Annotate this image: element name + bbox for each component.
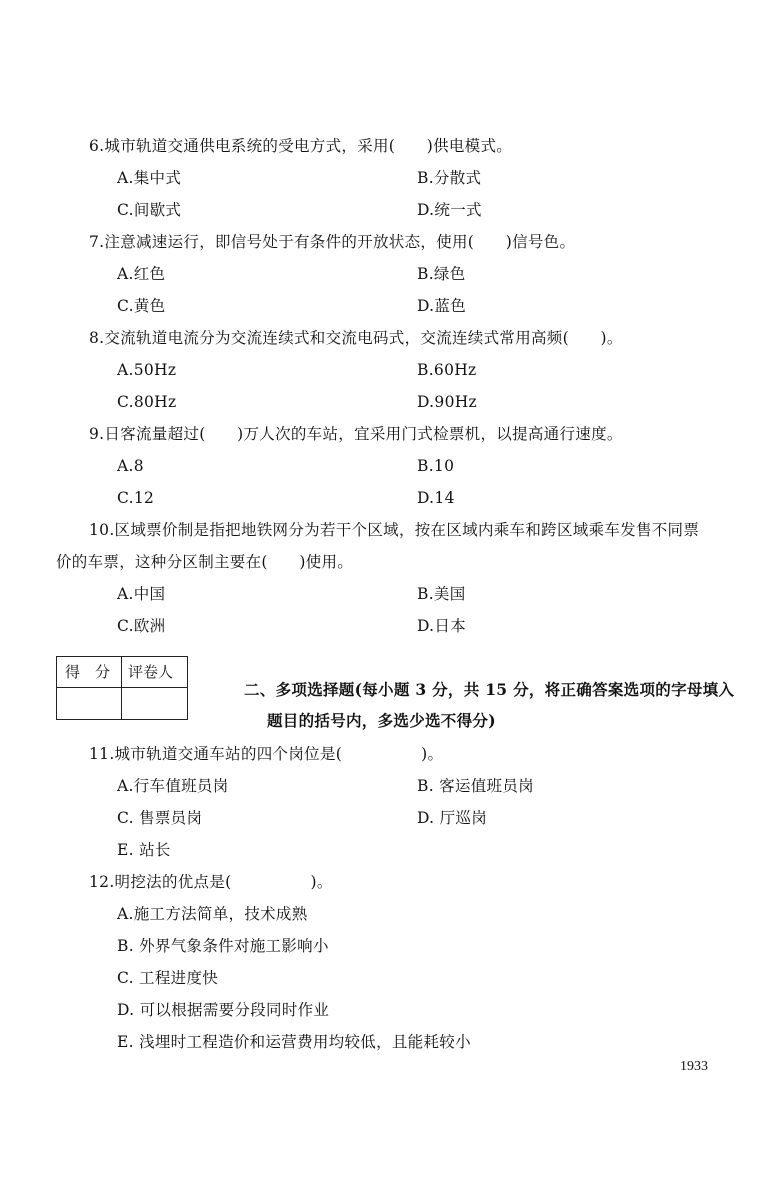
- question-12-option-b: B. 外界气象条件对施工影响小: [117, 937, 329, 955]
- question-8-option-d: D.90Hz: [417, 393, 478, 411]
- question-12-option-a: A.施工方法简单，技术成熟: [117, 905, 308, 923]
- page-number: 1933: [680, 1059, 708, 1074]
- question-10-option-d: D.日本: [417, 617, 467, 635]
- question-6-stem: 6.城市轨道交通供电系统的受电方式，采用( )供电模式。: [89, 137, 513, 155]
- section-2-heading-line1: 二、多项选择题(每小题 3 分，共 15 分，将正确答案选项的字母填入: [244, 680, 735, 699]
- score-box-score-label: 得 分: [65, 663, 111, 681]
- score-box-grader-label: 评卷人: [128, 663, 174, 681]
- question-11-stem: 11.城市轨道交通车站的四个岗位是( )。: [89, 745, 444, 763]
- question-10-stem-line2: 价的车票，这种分区制主要在( )使用。: [56, 553, 354, 571]
- question-11-option-d: D. 厅巡岗: [417, 809, 488, 827]
- score-box-divider-horizontal: [57, 687, 187, 688]
- question-9-option-d: D.14: [417, 489, 455, 507]
- question-9-option-a: A.8: [117, 457, 144, 475]
- question-9-option-c: C.12: [117, 489, 155, 507]
- question-12-option-d: D. 可以根据需要分段同时作业: [117, 1001, 330, 1019]
- question-11-option-b: B. 客运值班员岗: [417, 777, 534, 795]
- section-2-heading-line2: 题目的括号内，多选少选不得分): [267, 711, 496, 730]
- question-6-option-b: B.分散式: [417, 169, 482, 187]
- score-box: [56, 656, 188, 720]
- question-6-option-a: A.集中式: [117, 169, 182, 187]
- question-8-option-a: A.50Hz: [117, 361, 177, 379]
- question-7-option-c: C.黄色: [117, 297, 166, 315]
- question-8-option-c: C.80Hz: [117, 393, 177, 411]
- score-box-divider-vertical: [121, 657, 122, 719]
- question-9-stem: 9.日客流量超过( )万人次的车站，宜采用门式检票机，以提高通行速度。: [89, 425, 623, 443]
- question-9-option-b: B.10: [417, 457, 455, 475]
- question-10-option-a: A.中国: [117, 585, 166, 603]
- question-12-option-c: C. 工程进度快: [117, 969, 219, 987]
- question-11-option-c: C. 售票员岗: [117, 809, 203, 827]
- question-11-option-e: E. 站长: [117, 841, 171, 859]
- question-6-option-c: C.间歇式: [117, 201, 182, 219]
- question-12-option-e: E. 浅埋时工程造价和运营费用均较低，且能耗较小: [117, 1033, 471, 1051]
- question-8-stem: 8.交流轨道电流分为交流连续式和交流电码式，交流连续式常用高频( )。: [89, 329, 623, 347]
- question-7-option-d: D.蓝色: [417, 297, 467, 315]
- question-11-option-a: A.行车值班员岗: [117, 777, 229, 795]
- question-10-option-c: C.欧洲: [117, 617, 166, 635]
- question-12-stem: 12.明挖法的优点是( )。: [89, 873, 333, 891]
- question-8-option-b: B.60Hz: [417, 361, 477, 379]
- question-7-option-b: B.绿色: [417, 265, 466, 283]
- question-10-stem-line1: 10.区域票价制是指把地铁网分为若干个区域，按在区域内乘车和跨区域乘车发售不同票: [89, 521, 700, 539]
- question-7-option-a: A.红色: [117, 265, 166, 283]
- question-6-option-d: D.统一式: [417, 201, 482, 219]
- question-10-option-b: B.美国: [417, 585, 466, 603]
- question-7-stem: 7.注意减速运行，即信号处于有条件的开放状态，使用( )信号色。: [89, 233, 576, 251]
